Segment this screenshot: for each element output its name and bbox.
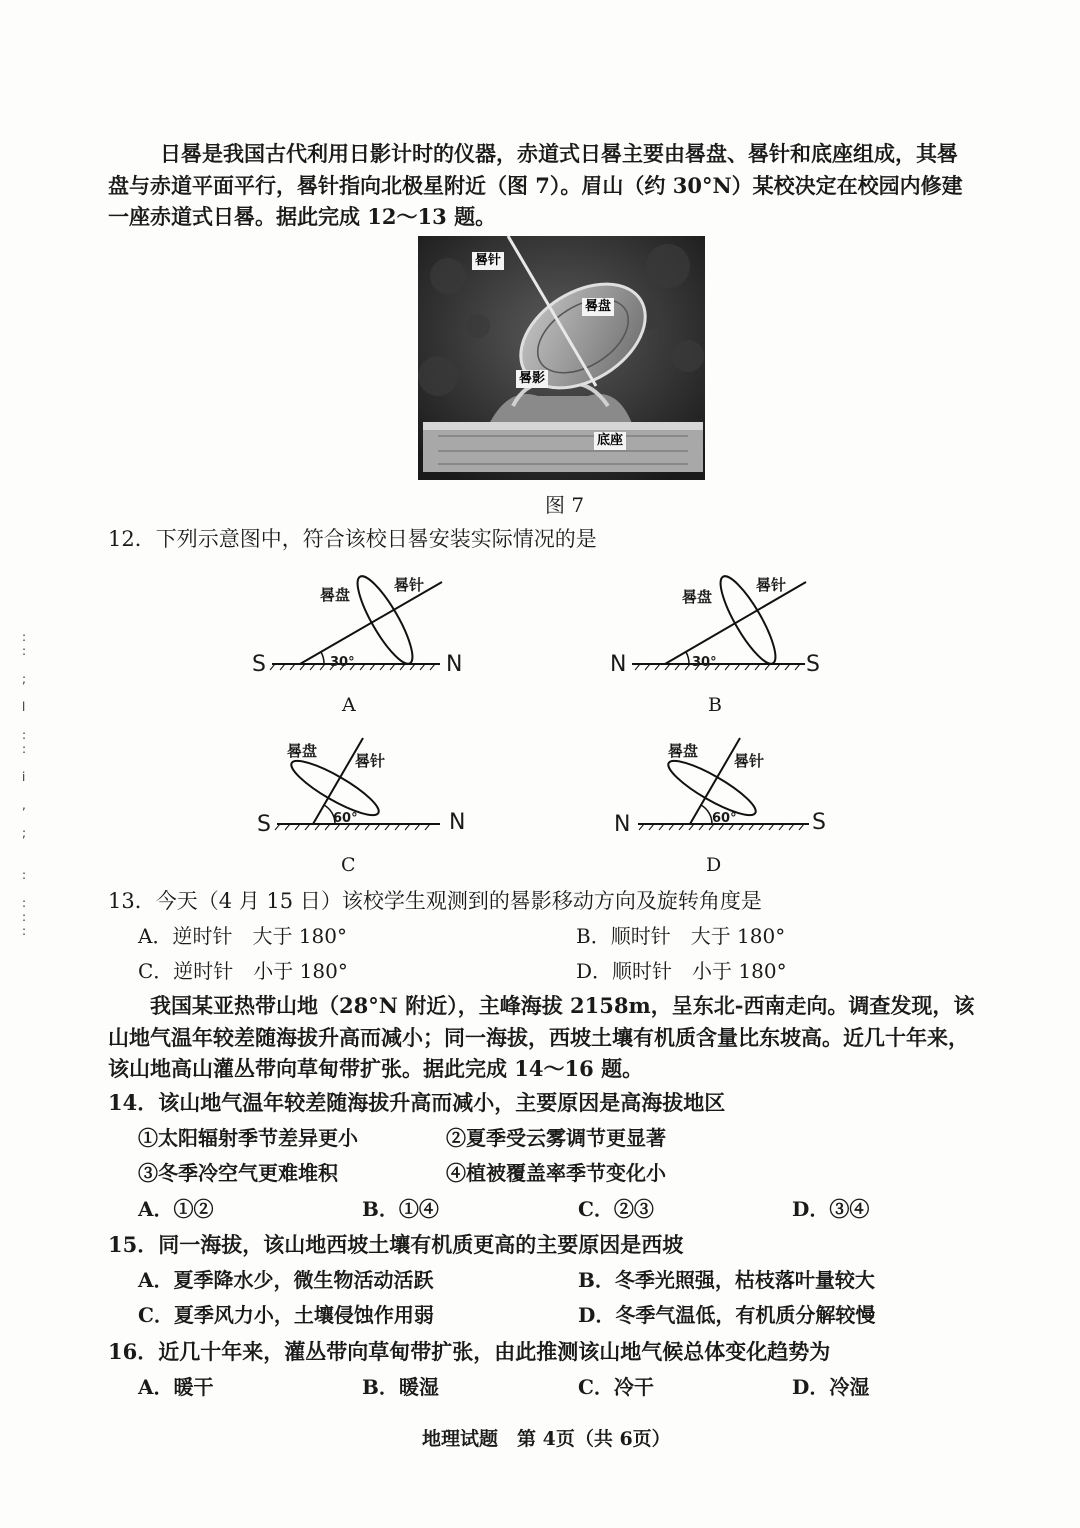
q14-statement-4: ④植被覆盖率季节变化小	[446, 1161, 666, 1185]
q14-option-c: C．②③	[578, 1197, 654, 1221]
label-right: N	[449, 810, 466, 835]
label-left: N	[614, 812, 631, 837]
dial-label: 晷盘	[320, 586, 351, 604]
q14-statement-3: ③冬季冷空气更难堆积	[138, 1161, 338, 1185]
photo-label-shadow: 晷影	[516, 370, 548, 388]
diagram-d	[614, 730, 834, 880]
q16-option-a: A．暖干	[138, 1375, 214, 1399]
q15-stem: 15．同一海拔，该山地西坡土壤有机质更高的主要原因是西坡	[108, 1232, 684, 1257]
q13-stem: 13．今天（4 月 15 日）该校学生观测到的晷影移动方向及旋转角度是	[108, 889, 762, 913]
q16-option-c: C．冷干	[578, 1375, 654, 1399]
angle-label: 60°	[712, 811, 737, 826]
angle-label: 30°	[330, 655, 355, 670]
figure-caption: 图 7	[545, 493, 585, 517]
q14-option-d: D．③④	[792, 1197, 870, 1221]
label-left: S	[252, 652, 266, 677]
q13-option-a: A．逆时针 大于 180°	[138, 924, 347, 948]
diagram-letter: C	[341, 854, 356, 876]
q15-option-d: D．冬季气温低，有机质分解较慢	[578, 1303, 876, 1327]
angle-label: 60°	[333, 811, 358, 826]
diagram-letter: D	[706, 854, 722, 876]
intro-paragraph-mountain: 我国某亚热带山地（28°N 附近），主峰海拔 2158m，呈东北-西南走向。调查发现，该山地气温年较差随海拔升高而减小；同一海拔，西坡土壤有机质含量比东坡高。近几十年来，该山地高山灌丛带向草甸带扩张。据此完成 14～16 题。	[108, 993, 975, 1081]
sundial-photo	[418, 236, 705, 480]
q13-option-b: B．顺时针 大于 180°	[576, 924, 786, 948]
dial-label: 晷盘	[668, 742, 699, 760]
needle-label: 晷针	[734, 752, 765, 770]
q13-option-d: D．顺时针 小于 180°	[576, 959, 787, 983]
needle-label: 晷针	[355, 752, 386, 770]
q14-statement-1: ①太阳辐射季节差异更小	[138, 1126, 358, 1150]
angle-label: 30°	[692, 655, 717, 670]
q16-option-d: D．冷湿	[792, 1375, 870, 1399]
diagram-c	[255, 730, 475, 880]
dial-label: 晷盘	[682, 588, 713, 606]
label-right: S	[812, 810, 826, 835]
photo-label-base: 底座	[594, 432, 626, 450]
q14-stem: 14．该山地气温年较差随海拔升高而减小，主要原因是高海拔地区	[108, 1090, 726, 1115]
label-left: N	[610, 652, 627, 677]
q14-option-b: B．①④	[362, 1197, 439, 1221]
q15-option-a: A．夏季降水少，微生物活动活跃	[138, 1268, 434, 1292]
q15-option-b: B．冬季光照强，枯枝落叶量较大	[578, 1268, 875, 1292]
diagram-letter: B	[708, 694, 722, 716]
photo-label-needle: 晷针	[472, 252, 504, 270]
label-right: N	[446, 652, 463, 677]
intro-paragraph-sundial: 日晷是我国古代利用日影计时的仪器，赤道式日晷主要由晷盘、晷针和底座组成，其晷盘与赤道平面平行，晷针指向北极星附近（图 7）。眉山（约 30°N）某校决定在校园内修建一座赤道式日晷。据此完成 12～13 题。	[108, 141, 963, 229]
diagram-a	[250, 568, 470, 718]
q14-option-a: A．①②	[138, 1197, 214, 1221]
q13-option-c: C．逆时针 小于 180°	[138, 959, 348, 983]
diagram-b	[610, 568, 830, 718]
dial-label: 晷盘	[287, 742, 318, 760]
q16-stem: 16．近几十年来，灌丛带向草甸带扩张，由此推测该山地气候总体变化趋势为	[108, 1339, 831, 1364]
diagram-letter: A	[342, 694, 356, 716]
photo-label-dial: 晷盘	[582, 298, 614, 316]
q12-stem: 12．下列示意图中，符合该校日晷安装实际情况的是	[108, 527, 597, 551]
needle-label: 晷针	[756, 576, 787, 594]
q16-option-b: B．暖湿	[362, 1375, 439, 1399]
q14-statement-2: ②夏季受云雾调节更显著	[446, 1126, 666, 1150]
label-right: S	[806, 652, 820, 677]
page-footer: 地理试题 第 4页（共 6页）	[422, 1428, 671, 1450]
q15-option-c: C．夏季风力小，土壤侵蚀作用弱	[138, 1303, 434, 1327]
label-left: S	[257, 812, 271, 837]
needle-label: 晷针	[394, 576, 425, 594]
binding-margin-marks: : : ; l : : i , ; : : : :	[22, 630, 27, 938]
